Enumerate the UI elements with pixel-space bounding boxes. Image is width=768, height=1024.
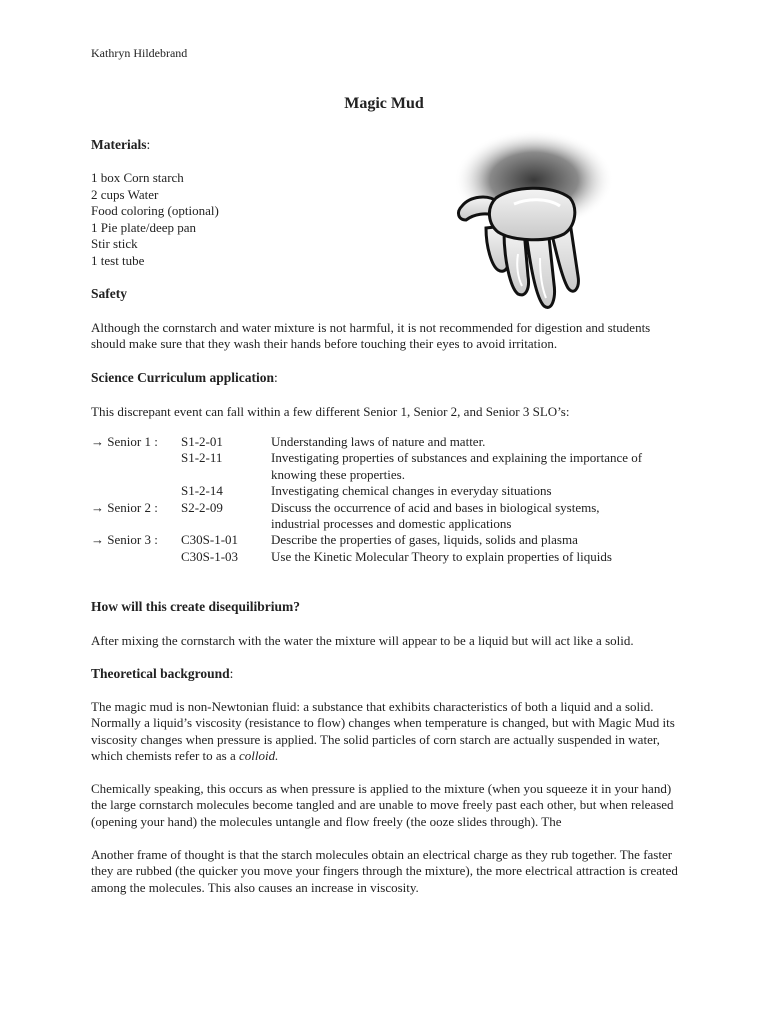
slo-description: Use the Kinetic Molecular Theory to explain properties of liquids: [271, 548, 612, 564]
slo-senior-label: → Senior 1 :: [91, 434, 158, 449]
colloid-term: colloid.: [239, 748, 279, 764]
table-row: [91, 450, 691, 483]
author-name: Kathryn Hildebrand: [91, 46, 188, 60]
theory-text: The magic mud is non-Newtonian fluid: a substance that exhibits characteristics of both a liquid and a solid. Normally a liquid’s viscosity (resistance to flow) changes when temperature is changed, but with Magic Mud its viscosity changes when pressure is applied. The solid particles of corn starch are actually suspended in water, which chemists refer to as a: [91, 699, 675, 764]
slo-code: S2-2-09: [181, 499, 223, 515]
theory-text: Chemically speaking, this occurs as when pressure is applied to the mixture (when you squeeze it in your hand) the large cornstarch molecules become tangled and are unable to move freely past each other, but when released (opening your hand) the molecules untangle and flow freely (the ooze slides through). The: [91, 781, 674, 829]
curriculum-heading-colon: :: [274, 370, 278, 385]
slo-senior-label: → Senior 2 :: [91, 499, 158, 515]
slo-table: [91, 434, 691, 565]
curriculum-heading-text: Science Curriculum application: [91, 370, 274, 385]
theory-text: Another frame of thought is that the starch molecules obtain an electrical charge as they rub together. The faster they are rubbed (the quicker you move your fingers through the mixture), the more electrical attraction is created among the molecules. This also causes an increase in viscosity.: [91, 847, 678, 895]
list-item: Food coloring (optional): [91, 203, 219, 219]
theory-paragraph-2: [91, 781, 686, 830]
table-row: [91, 500, 691, 533]
slo-code: S1-2-14: [181, 483, 223, 499]
document-title: Magic Mud: [344, 95, 424, 112]
magic-mud-hand-illustration: [452, 128, 612, 318]
table-row: [91, 532, 691, 548]
slo-senior-label: → Senior 3 :: [91, 532, 158, 548]
slo-code: S1-2-01: [181, 434, 223, 449]
slo-code: C30S-1-01: [181, 532, 239, 548]
list-item: Stir stick: [91, 236, 138, 252]
list-item: 1 test tube: [91, 252, 145, 268]
table-row: [91, 434, 691, 450]
curriculum-heading: [91, 370, 278, 386]
slo-description: Understanding laws of nature and matter.: [271, 434, 486, 449]
slo-description: Discuss the occurrence of acid and bases in biological systems, industrial processes and domestic applications: [271, 499, 600, 531]
materials-heading-colon: :: [146, 137, 151, 152]
materials-list: [91, 170, 219, 270]
theory-paragraph-3: [91, 847, 686, 896]
theory-heading: [91, 666, 233, 682]
slo-code: C30S-1-03: [181, 548, 239, 564]
slo-description: Describe the properties of gases, liquids, solids and plasma: [271, 532, 578, 548]
disequilibrium-text: After mixing the cornstarch with the water the mixture will appear to be a liquid but will act like a solid.: [91, 633, 634, 648]
slo-code: S1-2-11: [181, 450, 223, 466]
disequilibrium-heading: How will this create disequilibrium?: [91, 599, 301, 614]
table-row: [91, 483, 691, 499]
curriculum-intro: This discrepant event can fall within a few different Senior 1, Senior 2, and Senior 3 SLO’s:: [91, 404, 570, 419]
slo-description: Investigating properties of substances and explaining the importance of knowing these properties.: [271, 450, 643, 482]
theory-heading-text: Theoretical background: [91, 666, 230, 681]
list-item: 2 cups Water: [91, 186, 159, 202]
theory-paragraph-1: [91, 699, 681, 765]
list-item: 1 Pie plate/deep pan: [91, 219, 197, 235]
materials-heading-text: Materials: [91, 137, 147, 152]
slo-description: Investigating chemical changes in everyday situations: [271, 483, 552, 499]
safety-text: Although the cornstarch and water mixture is not harmful, it is not recommended for digestion and students should make sure that they wash their hands before touching their eyes to avoid irritation.: [91, 320, 651, 352]
list-item: 1 box Corn starch: [91, 170, 184, 185]
safety-paragraph: [91, 320, 651, 353]
materials-heading: [91, 137, 150, 153]
table-row: [91, 549, 691, 565]
theory-heading-colon: :: [229, 666, 234, 681]
safety-heading: Safety: [91, 286, 127, 301]
